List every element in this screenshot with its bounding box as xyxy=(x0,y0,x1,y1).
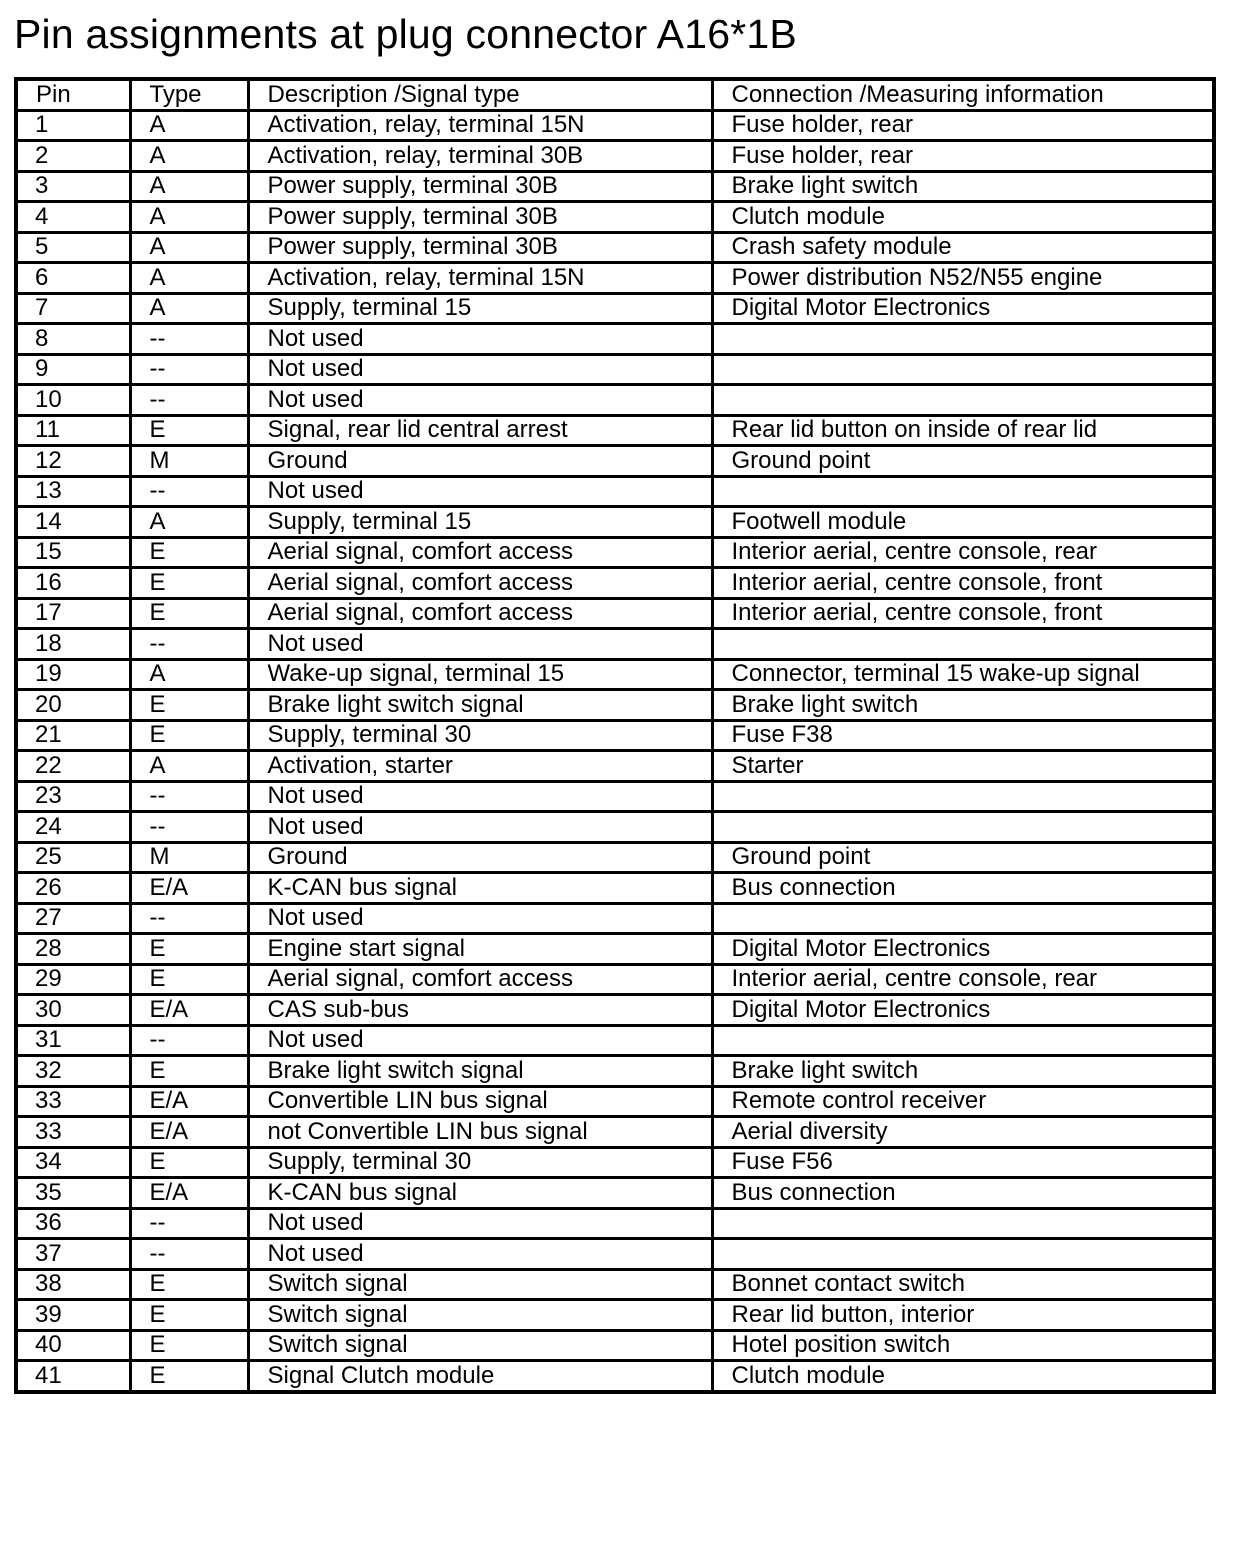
cell-connection: Crash safety module xyxy=(712,232,1214,263)
cell-description: Supply, terminal 30 xyxy=(248,1147,712,1178)
cell-type: A xyxy=(130,659,248,690)
cell-pin: 33 xyxy=(16,1117,130,1148)
cell-description: Aerial signal, comfort access xyxy=(248,537,712,568)
cell-connection: Rear lid button on inside of rear lid xyxy=(712,415,1214,446)
cell-description: Aerial signal, comfort access xyxy=(248,598,712,629)
table-row xyxy=(16,110,1214,141)
cell-type: E xyxy=(130,537,248,568)
cell-description: Power supply, terminal 30B xyxy=(248,232,712,263)
cell-description: Engine start signal xyxy=(248,934,712,965)
cell-pin: 11 xyxy=(16,415,130,446)
cell-connection: Clutch module xyxy=(712,202,1214,233)
table-row xyxy=(16,934,1214,965)
table-row xyxy=(16,873,1214,904)
cell-pin: 39 xyxy=(16,1300,130,1331)
cell-pin: 5 xyxy=(16,232,130,263)
cell-connection: Aerial diversity xyxy=(712,1117,1214,1148)
cell-description: not Convertible LIN bus signal xyxy=(248,1117,712,1148)
cell-pin: 7 xyxy=(16,293,130,324)
cell-pin: 10 xyxy=(16,385,130,416)
cell-description: Not used xyxy=(248,354,712,385)
cell-pin: 3 xyxy=(16,171,130,202)
cell-pin: 27 xyxy=(16,903,130,934)
cell-pin: 26 xyxy=(16,873,130,904)
cell-type: A xyxy=(130,263,248,294)
cell-connection xyxy=(712,476,1214,507)
table-row xyxy=(16,598,1214,629)
cell-description: Not used xyxy=(248,1208,712,1239)
table-row xyxy=(16,812,1214,843)
cell-description: Signal, rear lid central arrest xyxy=(248,415,712,446)
cell-type: -- xyxy=(130,476,248,507)
table-row xyxy=(16,141,1214,172)
table-row xyxy=(16,903,1214,934)
cell-connection: Bus connection xyxy=(712,1178,1214,1209)
page-title: Pin assignments at plug connector A16*1B xyxy=(14,11,797,57)
cell-connection: Footwell module xyxy=(712,507,1214,538)
table-body xyxy=(16,110,1214,1392)
cell-description: Not used xyxy=(248,781,712,812)
table-row xyxy=(16,1025,1214,1056)
table-header-row xyxy=(16,79,1214,110)
cell-pin: 24 xyxy=(16,812,130,843)
cell-pin: 9 xyxy=(16,354,130,385)
table-row xyxy=(16,720,1214,751)
cell-description: Aerial signal, comfort access xyxy=(248,568,712,599)
cell-connection: Starter xyxy=(712,751,1214,782)
cell-description: Aerial signal, comfort access xyxy=(248,964,712,995)
header-description: Description /Signal type xyxy=(248,79,712,110)
cell-type: -- xyxy=(130,354,248,385)
cell-connection: Bus connection xyxy=(712,873,1214,904)
cell-pin: 2 xyxy=(16,141,130,172)
cell-pin: 20 xyxy=(16,690,130,721)
cell-type: -- xyxy=(130,1239,248,1270)
cell-description: Switch signal xyxy=(248,1300,712,1331)
cell-pin: 21 xyxy=(16,720,130,751)
cell-type: E/A xyxy=(130,1086,248,1117)
cell-pin: 32 xyxy=(16,1056,130,1087)
cell-connection: Bonnet contact switch xyxy=(712,1269,1214,1300)
cell-type: E xyxy=(130,720,248,751)
cell-pin: 30 xyxy=(16,995,130,1026)
cell-connection: Digital Motor Electronics xyxy=(712,934,1214,965)
table-row xyxy=(16,263,1214,294)
table-row xyxy=(16,476,1214,507)
cell-description: Not used xyxy=(248,1025,712,1056)
cell-description: Not used xyxy=(248,1239,712,1270)
cell-pin: 18 xyxy=(16,629,130,660)
cell-type: A xyxy=(130,141,248,172)
table-row xyxy=(16,629,1214,660)
table-row xyxy=(16,781,1214,812)
cell-pin: 37 xyxy=(16,1239,130,1270)
cell-type: E xyxy=(130,934,248,965)
cell-connection xyxy=(712,903,1214,934)
cell-type: A xyxy=(130,293,248,324)
cell-description: Ground xyxy=(248,446,712,477)
cell-description: Supply, terminal 15 xyxy=(248,293,712,324)
cell-pin: 13 xyxy=(16,476,130,507)
cell-pin: 40 xyxy=(16,1330,130,1361)
cell-connection xyxy=(712,1208,1214,1239)
cell-description: K-CAN bus signal xyxy=(248,1178,712,1209)
cell-description: Activation, starter xyxy=(248,751,712,782)
cell-type: A xyxy=(130,110,248,141)
cell-connection: Power distribution N52/N55 engine xyxy=(712,263,1214,294)
cell-connection: Ground point xyxy=(712,446,1214,477)
cell-description: Not used xyxy=(248,903,712,934)
cell-type: E/A xyxy=(130,1117,248,1148)
cell-connection: Brake light switch xyxy=(712,171,1214,202)
cell-type: M xyxy=(130,446,248,477)
cell-type: A xyxy=(130,507,248,538)
cell-description: Activation, relay, terminal 15N xyxy=(248,110,712,141)
cell-type: -- xyxy=(130,324,248,355)
cell-description: Not used xyxy=(248,476,712,507)
cell-connection: Ground point xyxy=(712,842,1214,873)
cell-connection: Connector, terminal 15 wake-up signal xyxy=(712,659,1214,690)
table-row xyxy=(16,354,1214,385)
cell-description: Switch signal xyxy=(248,1269,712,1300)
cell-pin: 31 xyxy=(16,1025,130,1056)
cell-pin: 4 xyxy=(16,202,130,233)
cell-type: E xyxy=(130,690,248,721)
cell-pin: 25 xyxy=(16,842,130,873)
cell-pin: 6 xyxy=(16,263,130,294)
cell-type: E xyxy=(130,1147,248,1178)
cell-pin: 22 xyxy=(16,751,130,782)
cell-type: -- xyxy=(130,781,248,812)
cell-connection: Hotel position switch xyxy=(712,1330,1214,1361)
cell-type: -- xyxy=(130,1025,248,1056)
cell-type: -- xyxy=(130,385,248,416)
cell-connection: Interior aerial, centre console, rear xyxy=(712,964,1214,995)
cell-type: -- xyxy=(130,903,248,934)
cell-description: Not used xyxy=(248,324,712,355)
cell-type: E xyxy=(130,1330,248,1361)
cell-description: Ground xyxy=(248,842,712,873)
table-row xyxy=(16,1300,1214,1331)
cell-type: M xyxy=(130,842,248,873)
cell-type: E xyxy=(130,568,248,599)
cell-pin: 8 xyxy=(16,324,130,355)
cell-type: -- xyxy=(130,1208,248,1239)
cell-type: E/A xyxy=(130,1178,248,1209)
table-row xyxy=(16,1239,1214,1270)
cell-type: E xyxy=(130,415,248,446)
cell-connection xyxy=(712,324,1214,355)
table-row xyxy=(16,1147,1214,1178)
table-row xyxy=(16,507,1214,538)
cell-connection: Interior aerial, centre console, front xyxy=(712,568,1214,599)
cell-description: Activation, relay, terminal 15N xyxy=(248,263,712,294)
cell-type: E/A xyxy=(130,873,248,904)
cell-type: -- xyxy=(130,629,248,660)
table-row xyxy=(16,1361,1214,1392)
cell-pin: 16 xyxy=(16,568,130,599)
table-row xyxy=(16,995,1214,1026)
cell-description: K-CAN bus signal xyxy=(248,873,712,904)
cell-pin: 38 xyxy=(16,1269,130,1300)
cell-pin: 28 xyxy=(16,934,130,965)
cell-description: Power supply, terminal 30B xyxy=(248,171,712,202)
cell-type: E xyxy=(130,1056,248,1087)
cell-description: Not used xyxy=(248,385,712,416)
cell-connection: Brake light switch xyxy=(712,690,1214,721)
cell-pin: 41 xyxy=(16,1361,130,1392)
cell-description: Not used xyxy=(248,812,712,843)
cell-connection xyxy=(712,385,1214,416)
cell-pin: 29 xyxy=(16,964,130,995)
cell-pin: 33 xyxy=(16,1086,130,1117)
table-row xyxy=(16,1269,1214,1300)
cell-connection xyxy=(712,354,1214,385)
table-row xyxy=(16,1117,1214,1148)
cell-description: Signal Clutch module xyxy=(248,1361,712,1392)
table-row xyxy=(16,537,1214,568)
cell-type: E xyxy=(130,1300,248,1331)
cell-connection xyxy=(712,781,1214,812)
cell-type: E xyxy=(130,964,248,995)
cell-pin: 34 xyxy=(16,1147,130,1178)
cell-connection xyxy=(712,1239,1214,1270)
table-row xyxy=(16,415,1214,446)
cell-type: E xyxy=(130,1269,248,1300)
table-row xyxy=(16,1178,1214,1209)
cell-type: E xyxy=(130,1361,248,1392)
cell-connection: Interior aerial, centre console, front xyxy=(712,598,1214,629)
cell-pin: 23 xyxy=(16,781,130,812)
header-connection: Connection /Measuring information xyxy=(712,79,1214,110)
cell-description: Supply, terminal 15 xyxy=(248,507,712,538)
cell-connection: Digital Motor Electronics xyxy=(712,995,1214,1026)
cell-connection xyxy=(712,1025,1214,1056)
table-row xyxy=(16,1086,1214,1117)
cell-connection: Fuse holder, rear xyxy=(712,110,1214,141)
cell-connection: Digital Motor Electronics xyxy=(712,293,1214,324)
table-row xyxy=(16,964,1214,995)
cell-description: Power supply, terminal 30B xyxy=(248,202,712,233)
cell-pin: 15 xyxy=(16,537,130,568)
table-row xyxy=(16,324,1214,355)
cell-connection: Brake light switch xyxy=(712,1056,1214,1087)
table-row xyxy=(16,1330,1214,1361)
cell-description: Supply, terminal 30 xyxy=(248,720,712,751)
table-row xyxy=(16,202,1214,233)
cell-type: E xyxy=(130,598,248,629)
cell-connection: Remote control receiver xyxy=(712,1086,1214,1117)
cell-connection: Fuse F38 xyxy=(712,720,1214,751)
header-type: Type xyxy=(130,79,248,110)
cell-connection: Clutch module xyxy=(712,1361,1214,1392)
table-row xyxy=(16,446,1214,477)
cell-type: -- xyxy=(130,812,248,843)
table-row xyxy=(16,385,1214,416)
cell-connection: Rear lid button, interior xyxy=(712,1300,1214,1331)
cell-description: CAS sub-bus xyxy=(248,995,712,1026)
cell-pin: 1 xyxy=(16,110,130,141)
cell-pin: 35 xyxy=(16,1178,130,1209)
cell-pin: 12 xyxy=(16,446,130,477)
cell-type: E/A xyxy=(130,995,248,1026)
table-row xyxy=(16,232,1214,263)
table-row xyxy=(16,293,1214,324)
cell-description: Switch signal xyxy=(248,1330,712,1361)
cell-description: Convertible LIN bus signal xyxy=(248,1086,712,1117)
cell-description: Brake light switch signal xyxy=(248,1056,712,1087)
cell-type: A xyxy=(130,202,248,233)
cell-pin: 14 xyxy=(16,507,130,538)
table-row xyxy=(16,690,1214,721)
table-row xyxy=(16,1208,1214,1239)
cell-type: A xyxy=(130,171,248,202)
table-row xyxy=(16,171,1214,202)
header-pin: Pin xyxy=(16,79,130,110)
cell-type: A xyxy=(130,751,248,782)
cell-description: Brake light switch signal xyxy=(248,690,712,721)
table-row xyxy=(16,1056,1214,1087)
table-row xyxy=(16,842,1214,873)
pin-assignment-table xyxy=(14,77,1216,1394)
cell-pin: 17 xyxy=(16,598,130,629)
table-row xyxy=(16,568,1214,599)
cell-description: Activation, relay, terminal 30B xyxy=(248,141,712,172)
cell-type: A xyxy=(130,232,248,263)
cell-connection: Fuse holder, rear xyxy=(712,141,1214,172)
cell-connection: Interior aerial, centre console, rear xyxy=(712,537,1214,568)
table-row xyxy=(16,751,1214,782)
cell-connection xyxy=(712,812,1214,843)
cell-pin: 19 xyxy=(16,659,130,690)
table-row xyxy=(16,659,1214,690)
cell-connection: Fuse F56 xyxy=(712,1147,1214,1178)
cell-description: Not used xyxy=(248,629,712,660)
cell-connection xyxy=(712,629,1214,660)
cell-description: Wake-up signal, terminal 15 xyxy=(248,659,712,690)
cell-pin: 36 xyxy=(16,1208,130,1239)
